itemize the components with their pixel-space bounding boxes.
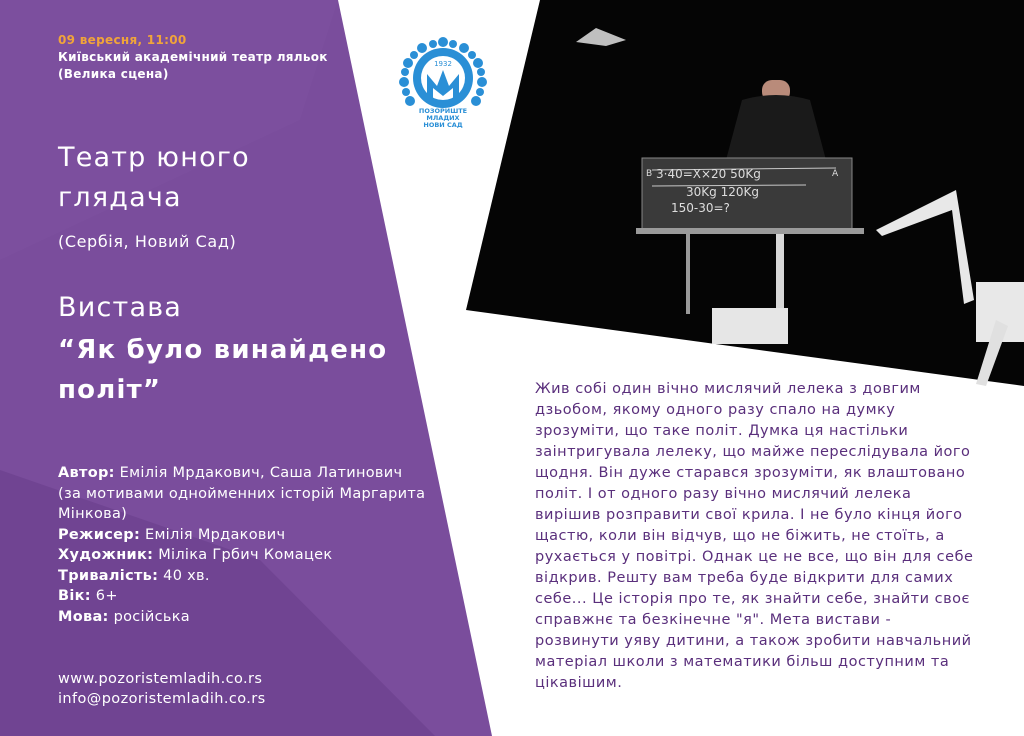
logo-line1: ПОЗОРИШТЕ (418, 107, 468, 115)
website-link[interactable]: www.pozoristemladih.co.rs (58, 671, 263, 687)
credit-author (58, 463, 428, 525)
credit-value: російська (113, 608, 190, 625)
credit-value: Міліка Грбич Комацек (158, 547, 333, 563)
credit-director (58, 525, 428, 546)
performance-photo (456, 0, 1024, 386)
credit-value: 40 хв. (163, 567, 210, 584)
theatre-country: (Сербія, Новий Сад) (58, 232, 237, 251)
board-text-2: 30Kg 120Kg (686, 185, 759, 199)
play-description: Жив собі один вічно мислячий лелека з довгим дзьобом, якому одного разу спало на думку зрозуміти, що таке політ. Думка ця настільки заінтригувала лелеку, що майже переслідувала його щодня. Він дуже старався зрозуміти, як влаштовано політ. І от одного разу вічно мислячий лелека вирішив розправити свої крила. І не було кінця його щастю, коли він відчув, що не біжить, не стоїть, а рухається у повітрі. Однак це не все, що він для себе відкрив. Решту вам треба буде відкрити для самих себе... Це історія про те, як знайти себе, знайти своє справжнє та безкінечне "я". Мета вистави - розвинути уяву дитини, а також зробити навчальний матеріал школи з математики більш доступним та цікавішим. (535, 381, 974, 691)
board-text-3: 150-30=? (671, 201, 730, 215)
credit-label: Художник: (58, 547, 154, 563)
credit-label: Режисер: (58, 526, 141, 543)
play-label: Вистава (58, 292, 183, 323)
credit-artist (58, 545, 428, 566)
event-time: 11:00 (146, 33, 187, 47)
theatre-name: Театр юного глядача (58, 142, 250, 213)
credits (58, 463, 428, 627)
logo-line2: МЛАДИХ (426, 114, 460, 122)
play-title: “Як було винайдено політ” (58, 335, 388, 405)
credit-label: Мова: (58, 608, 109, 625)
credit-label: Автор: (58, 465, 115, 481)
board-letter-b: B (646, 169, 653, 179)
credit-language (58, 607, 428, 628)
logo-year: 1932 (434, 60, 452, 68)
contacts (58, 669, 266, 709)
credit-value: 6+ (95, 588, 118, 604)
board-letter-a: A (832, 169, 839, 179)
board-text-1: 3·40=X×20 50Kg (656, 167, 761, 181)
event-venue: Київський академічний театр ляльок (Велика сцена) (58, 50, 328, 81)
logo-line3: НОВИ САД (423, 121, 463, 129)
credit-label: Тривалість: (58, 567, 159, 584)
credit-duration (58, 566, 428, 587)
event-date: 09 вересня, (58, 33, 143, 47)
credit-age (58, 586, 428, 607)
credit-label: Вік: (58, 588, 91, 604)
email-link[interactable]: info@pozoristemladih.co.rs (58, 691, 266, 707)
credit-value: Емілія Мрдакович, Саша Латинович (за мотивами однойменних історій Маргарита Мінкова) (58, 465, 426, 522)
credit-value: Емілія Мрдакович (144, 526, 286, 543)
event-date-time (58, 33, 187, 47)
